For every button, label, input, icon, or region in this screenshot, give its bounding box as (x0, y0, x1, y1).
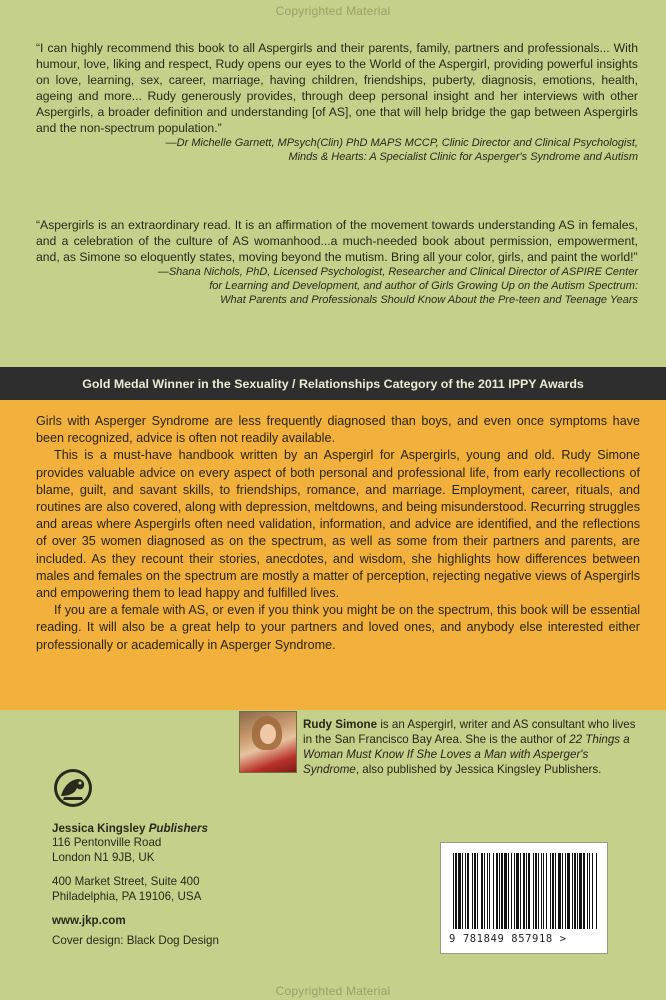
author-other-book-title: 22 Things a Woman Must Know If She Loves a Man with Asperger's Syndrome (303, 733, 630, 776)
award-banner: Gold Medal Winner in the Sexuality / Relationships Category of the 2011 IPPY Awards (0, 367, 666, 400)
endorsement-quote-2 (36, 217, 638, 307)
barcode-bar (458, 853, 461, 929)
quote-2-text: “Aspergirls is an extraordinary read. It is an affirmation of the movement towards understanding AS in females, and a celebration of the culture of AS womanhood...a much-needed book about permission, empowerment, and, as Simone so eloquently states, moving beyond the mutism. Bring all your color, girls, and paint the world!” (36, 218, 638, 264)
barcode-bar (501, 853, 503, 929)
barcode-bar (541, 853, 542, 929)
barcode-bar (453, 853, 454, 929)
barcode-bar (577, 853, 578, 929)
quote-1-attribution-line-1: —Dr Michelle Garnett, MPsych(Clin) PhD MAPS MCCP, Clinic Director and Clinical Psychologist, (165, 137, 638, 149)
quote-1-text: “I can highly recommend this book to all Aspergirls and their parents, family, partners and professionals... With humour, love, liking and respect, Rudy opens our eyes to the World of the Aspergirl, providing powerful insights on love, learning, sex, career, marriage, having children, friendships, puberty, diagnosis, emotions, health, ageing and more... Rudy generously provides, through deep personal insight and her interviews with other Aspergirls, a broader definition and understanding [of AS], one that will help bridge the gap between Aspergirls and the non-spectrum population.” (36, 41, 638, 135)
us-address-line-2: Philadelphia, PA 19106, USA (52, 889, 202, 903)
author-bio-part-1: is an Aspergirl, writer and AS consultant who lives in the San Francisco Bay Area. She is the author of (303, 718, 636, 746)
barcode-bar (489, 853, 490, 929)
barcode-bar (574, 853, 576, 929)
barcode-bar (533, 853, 534, 929)
barcode-bar (465, 853, 466, 929)
barcode-bar (511, 853, 512, 929)
watermark-top: Copyrighted Material (275, 4, 391, 18)
quote-2-attribution (36, 265, 638, 307)
barcode-bar (526, 853, 527, 929)
barcode-bar (572, 853, 573, 929)
barcode-bar (535, 853, 537, 929)
publisher-name-suffix: Publishers (148, 822, 208, 835)
barcode-bar (481, 853, 483, 929)
barcode-bar (493, 853, 494, 929)
jessica-kingsley-logo-icon (52, 766, 94, 812)
barcode-bar (589, 853, 590, 929)
barcode-bar (565, 853, 566, 929)
barcode-bar (555, 853, 556, 929)
endorsement-quote-1 (36, 40, 638, 164)
publisher-website: www.jkp.com (52, 914, 126, 928)
barcode-bar (592, 853, 593, 929)
barcode-bar (558, 853, 561, 929)
barcode-bar (484, 853, 485, 929)
barcode-bar (499, 853, 500, 929)
barcode-bar (552, 853, 554, 929)
barcode-bar (596, 853, 597, 929)
author-bio-part-2: , also published by Jessica Kingsley Publishers. (355, 763, 602, 776)
barcode-bar (474, 853, 476, 929)
barcode-bar (583, 853, 585, 929)
barcode-bar (455, 853, 457, 929)
author-name: Rudy Simone (303, 718, 378, 731)
barcode-bar (504, 853, 507, 929)
barcode-bar (516, 853, 519, 929)
barcode-bar (567, 853, 570, 929)
book-description (36, 413, 640, 654)
isbn-barcode (440, 842, 608, 954)
cover-design-credit: Cover design: Black Dog Design (52, 934, 219, 948)
barcode-bar (528, 853, 530, 929)
barcode-bar (514, 853, 515, 929)
description-paragraph-3: If you are a female with AS, or even if you think you might be on the spectrum, this book will be essential reading. It will also be a great help to your partners and loved ones, and anybody else interested either professionally or academically in Asperger Syndrome. (36, 603, 640, 652)
barcode-bar (487, 853, 488, 929)
publisher-info (52, 822, 219, 949)
uk-address-line-2: London N1 9JB, UK (52, 850, 155, 864)
quote-1-attribution-line-2: Minds & Hearts: A Specialist Clinic for Asperger's Syndrome and Autism (288, 151, 638, 163)
watermark-bottom: Copyrighted Material (275, 984, 391, 998)
barcode-bar (546, 853, 547, 929)
author-photo-face (260, 724, 276, 744)
quote-1-attribution (36, 136, 638, 164)
barcode-digits: 9 781849 857918 > (449, 933, 567, 945)
barcode-bar (467, 853, 469, 929)
uk-address-line-1: 116 Pentonville Road (52, 836, 162, 850)
barcode-bar (550, 853, 551, 929)
barcode-bar (562, 853, 563, 929)
barcode-bar (579, 853, 582, 929)
barcode-bar (477, 853, 478, 929)
quote-2-attribution-line-1: —Shana Nichols, PhD, Licensed Psychologist, Researcher and Clinical Director of ASPIRE Center (157, 266, 638, 278)
description-paragraph-1: Girls with Asperger Syndrome are less frequently diagnosed than boys, and even once symptoms have been recognized, advice is often not readily available. (36, 414, 640, 446)
quote-2-attribution-line-2: for Learning and Development, and author of Girls Growing Up on the Autism Spectrum: (209, 280, 638, 292)
barcode-bar (587, 853, 588, 929)
us-address-line-1: 400 Market Street, Suite 400 (52, 875, 200, 889)
author-bio (303, 717, 643, 777)
barcode-bar (520, 853, 521, 929)
quote-2-attribution-line-3: What Parents and Professionals Should Know About the Pre-teen and Teenage Years (220, 294, 638, 306)
author-photo (239, 711, 297, 773)
barcode-bar (538, 853, 539, 929)
publisher-name-line (52, 822, 219, 836)
barcode-bar (523, 853, 525, 929)
barcode-bar (508, 853, 509, 929)
barcode-bar (496, 853, 498, 929)
barcode-bar (543, 853, 544, 929)
barcode-bar (462, 853, 463, 929)
publisher-name: Jessica Kingsley (52, 822, 146, 835)
barcode-bars (441, 843, 609, 935)
description-paragraph-2: This is a must-have handbook written by an Aspergirl for Aspergirls, young and old. Rudy Simone provides valuable advice on every aspect of both personal and professional life, from early recollections of blame, guilt, and savant skills, to friendships, romance, and marriage. Employment, career, rituals, and routines are also covered, along with depression, meltdowns, and being misunderstood. Recurring struggles and areas where Aspergirls often need validation, information, and advice are identified, and the reflections of over 35 women diagnosed as on the spectrum, as well as some from their partners and parents, are included. As they recount their stories, anecdotes, and wisdom, she highlights how differences between males and females on the spectrum are mostly a matter of perception, rejecting negative views of Aspergirls and empowering them to lead happy and fulfilled lives. (36, 448, 640, 601)
barcode-bar (472, 853, 473, 929)
